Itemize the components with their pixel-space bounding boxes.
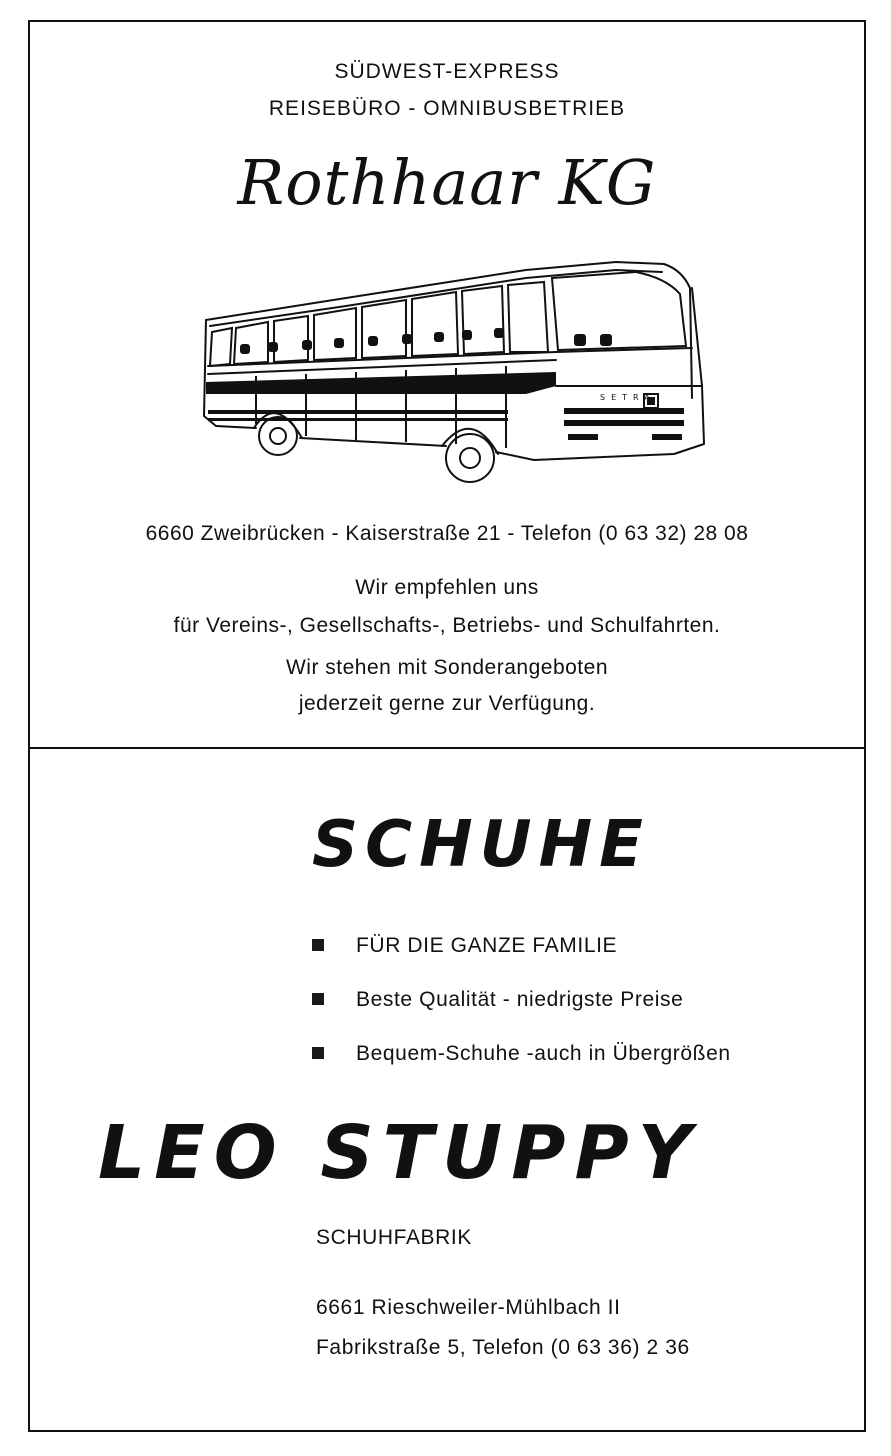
bullet-text: FÜR DIE GANZE FAMILIE <box>356 934 618 957</box>
stuppy-company-type: SCHUHFABRIK <box>316 1226 472 1249</box>
bullet-item <box>312 1042 731 1066</box>
rothhaar-company-name: Rothhaar KG <box>237 146 657 219</box>
rothhaar-address: 6660 Zweibrücken - Kaiserstraße 21 - Telefon (0 63 32) 28 08 <box>145 522 749 545</box>
ad-rothhaar-line2: REISEBÜRO - OMNIBUSBETRIEB <box>268 97 626 120</box>
rothhaar-recommend-2: für Vereins-, Gesellschafts-, Betriebs- und Schulfahrten. <box>173 614 721 637</box>
bus-illustration <box>196 248 708 496</box>
bus-brand-label: SETRA <box>600 393 656 402</box>
bullet-item <box>312 988 683 1012</box>
ad-divider <box>28 747 866 749</box>
stuppy-address-line1: 6661 Rieschweiler-Mühlbach II <box>316 1296 621 1319</box>
stuppy-company-name: LEO STUPPY <box>98 1110 701 1196</box>
bullet-text: Bequem-Schuhe -auch in Übergrößen <box>356 1042 731 1065</box>
stuppy-address-line2: Fabrikstraße 5, Telefon (0 63 36) 2 36 <box>316 1336 690 1359</box>
rothhaar-offer-1: Wir stehen mit Sonderangeboten <box>285 656 608 679</box>
page-border <box>28 20 866 1432</box>
square-bullet-icon <box>312 939 324 951</box>
schuhe-heading: SCHUHE <box>312 808 650 882</box>
ad-rothhaar-line1: SÜDWEST-EXPRESS <box>334 60 560 83</box>
bullet-item <box>312 934 617 958</box>
rothhaar-offer-2: jederzeit gerne zur Verfügung. <box>298 692 596 715</box>
square-bullet-icon <box>312 993 324 1005</box>
square-bullet-icon <box>312 1047 324 1059</box>
rothhaar-recommend-1: Wir empfehlen uns <box>355 576 539 599</box>
bullet-text: Beste Qualität - niedrigste Preise <box>356 988 684 1011</box>
